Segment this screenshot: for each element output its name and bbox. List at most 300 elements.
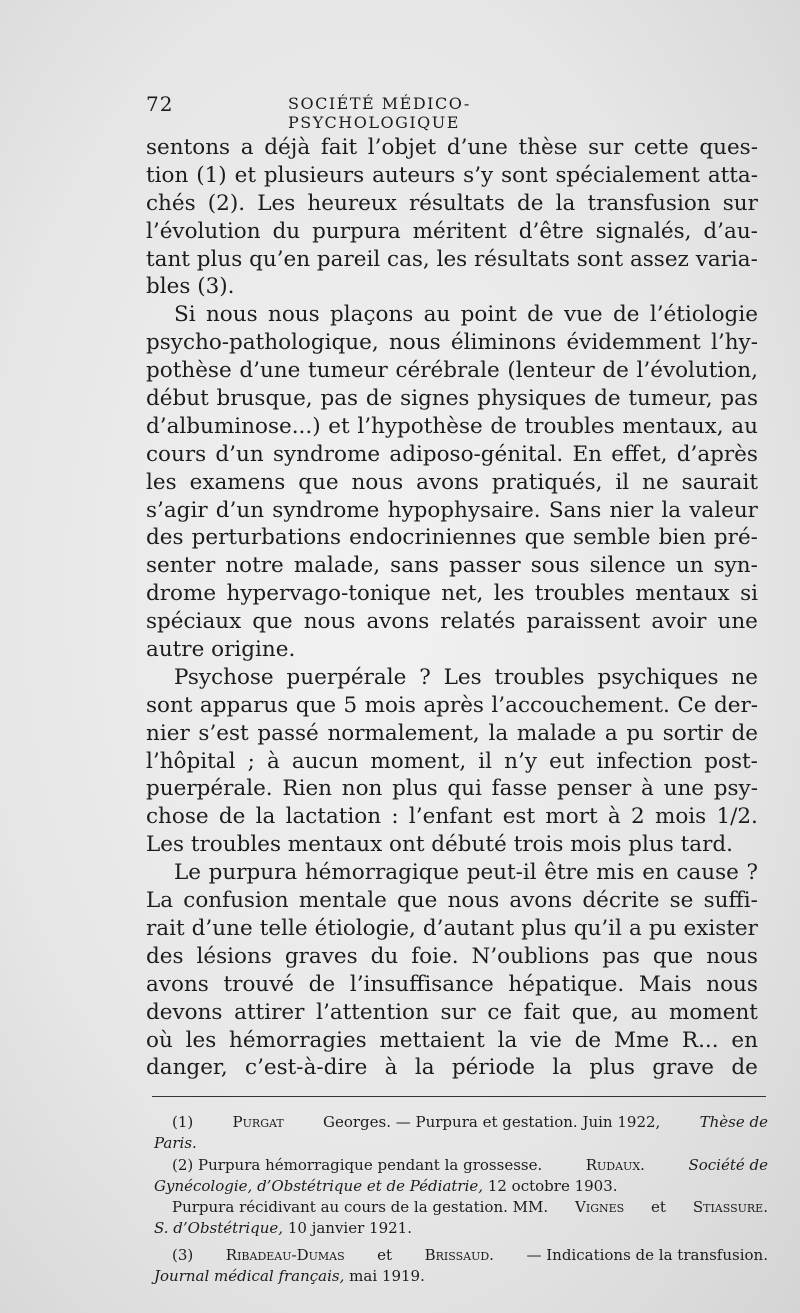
word: auteurs — [372, 162, 456, 188]
word: foie. — [411, 943, 459, 969]
word: chés — [146, 190, 196, 216]
text-line — [146, 246, 758, 274]
word: cours — [146, 441, 207, 467]
word: semble — [573, 525, 651, 551]
word: sont — [501, 162, 548, 188]
word: Si — [174, 302, 196, 328]
word: Rien — [282, 776, 333, 802]
word: lésions — [196, 943, 272, 969]
footnote-1-line-2 — [154, 1133, 768, 1154]
footnote-1-mark: (1) — [172, 1113, 194, 1131]
word: Les troubles mentaux ont débuté trois mois plus tard. — [146, 832, 733, 858]
word: plus — [589, 1055, 635, 1081]
word: chose — [146, 804, 209, 830]
word: cérébrale — [395, 358, 500, 384]
word: la — [488, 720, 509, 746]
text-line — [146, 775, 758, 803]
footnote-2-journal-b: Gynécologie, d’Obstétrique et de Pédiatrie, — [154, 1176, 484, 1195]
word: il — [478, 748, 493, 774]
word: assez — [629, 246, 689, 272]
word: l’enfant — [408, 804, 493, 830]
word: moment — [669, 999, 758, 1025]
word: mois — [654, 804, 707, 830]
word: puerpérale — [286, 664, 407, 690]
word: cette — [633, 135, 689, 160]
word: ? — [419, 664, 431, 690]
word: hypophysaire. — [387, 497, 541, 523]
text-line — [146, 692, 758, 720]
word: eut — [549, 748, 585, 774]
word: (lenteur — [507, 358, 595, 384]
word: en — [642, 860, 669, 886]
word: nier — [609, 497, 654, 523]
word: d’autant — [422, 915, 515, 941]
text-line — [146, 943, 758, 971]
word: mentaux, — [622, 413, 724, 439]
word: Sans — [548, 497, 602, 523]
footnote-2-date: 12 octobre 1903. — [487, 1176, 618, 1195]
word: psychiques — [597, 664, 719, 690]
word: du — [370, 943, 399, 969]
word: autre origine. — [146, 637, 296, 663]
word: avons — [366, 609, 430, 635]
word: à — [384, 1055, 398, 1081]
word: avons — [146, 971, 209, 997]
footnote-3-mark: (3) — [172, 1245, 194, 1264]
word: la — [661, 497, 682, 523]
text-line — [146, 1054, 758, 1082]
word: éliminons — [450, 330, 557, 356]
word: d’être — [518, 218, 584, 244]
word: bles (3). — [146, 274, 235, 300]
word: la — [414, 1055, 435, 1081]
word: nous — [706, 943, 758, 969]
word: que — [298, 469, 339, 495]
footnote-3-journal: Journal médical français, — [154, 1267, 345, 1286]
word: signalés, — [595, 218, 692, 244]
word: signes — [400, 386, 470, 412]
word: et — [328, 413, 350, 439]
word: paraissent — [526, 609, 641, 635]
word: Les — [443, 664, 482, 690]
word: attirer — [234, 999, 305, 1025]
text-line — [146, 580, 758, 608]
text-line — [146, 831, 758, 859]
text-line — [146, 608, 758, 636]
word: d’une — [239, 358, 301, 384]
word: sous — [530, 553, 580, 579]
word: l’évolution, — [636, 358, 758, 384]
word: N’oublions — [471, 943, 590, 969]
word: mettaient — [379, 1027, 485, 1053]
word: purpura — [208, 860, 298, 886]
footnote-2-line-1 — [154, 1155, 768, 1176]
word: de — [613, 302, 640, 328]
word: silence — [589, 553, 666, 579]
word: sont — [146, 692, 193, 718]
word: du — [272, 218, 301, 244]
word: mort — [545, 804, 598, 830]
text-line — [146, 859, 758, 887]
text-line — [146, 301, 758, 329]
word: se — [669, 888, 694, 914]
footnote-2b-text: Purpura récidivant au cours de la gestation. MM. — [172, 1198, 549, 1217]
word: passé — [257, 720, 319, 746]
text-line — [146, 971, 758, 999]
word: suffi- — [703, 888, 758, 914]
word: déjà — [264, 135, 311, 160]
page-header — [146, 92, 626, 132]
word: pas — [602, 943, 640, 969]
text-line — [146, 636, 758, 664]
word: au — [423, 302, 451, 328]
word: que — [252, 609, 293, 635]
word: bien — [658, 525, 706, 551]
footnote-2b-line-1 — [154, 1197, 768, 1218]
word: tion — [146, 162, 189, 188]
word: période — [451, 1055, 535, 1081]
word: s’est — [198, 720, 249, 746]
word: En — [572, 441, 602, 467]
word: nous — [706, 971, 758, 997]
word: résultats — [408, 190, 505, 216]
word: l’objet — [367, 135, 437, 160]
word: l’hypothèse — [357, 413, 483, 439]
word: que — [652, 943, 694, 969]
word: méritent — [412, 218, 507, 244]
word: Ce — [677, 692, 707, 718]
word: une — [717, 609, 758, 635]
word: sont — [576, 246, 624, 272]
word: R... — [681, 1027, 719, 1053]
word: malade, — [293, 553, 381, 579]
word: des — [146, 943, 184, 969]
word: psy- — [713, 776, 758, 802]
word: d’après — [676, 441, 758, 467]
word: 2 — [630, 804, 645, 830]
word: de — [731, 720, 758, 746]
word: de — [218, 804, 246, 830]
footnote-2b-date: 10 janvier 1921. — [287, 1219, 412, 1238]
word: net, — [441, 581, 484, 607]
word: 5 — [343, 692, 358, 718]
word: puerpérale. — [146, 776, 273, 802]
word: à — [641, 776, 654, 802]
text-line — [146, 915, 758, 943]
word: sur — [440, 999, 476, 1025]
word: perturbations — [191, 525, 342, 551]
word: aucun — [291, 748, 359, 774]
footnote-1-title: Thèse de — [699, 1113, 768, 1131]
word: de — [527, 302, 554, 328]
word: purpura — [312, 218, 401, 244]
text-line — [146, 748, 758, 776]
word: ; — [247, 748, 255, 774]
footnotes — [154, 1112, 768, 1287]
footnote-3-line-2 — [154, 1266, 768, 1287]
word: l’étiologie — [649, 302, 758, 328]
word: adiposo-génital. — [389, 441, 564, 467]
word: plus — [392, 776, 438, 802]
word: l’hôpital — [146, 748, 236, 774]
text-line — [146, 497, 758, 525]
footnote-3-date: mai 1919. — [349, 1267, 425, 1286]
word: être — [544, 860, 589, 886]
footnote-3-author-1: Ribadeau-Dumas — [225, 1245, 345, 1264]
word: à — [607, 804, 621, 830]
word: où — [146, 1027, 173, 1053]
word: peut-il — [466, 860, 537, 886]
word: post- — [704, 748, 758, 774]
word: syndrome — [272, 441, 381, 467]
word: infection — [596, 748, 693, 774]
word: pu — [626, 720, 655, 746]
word: nous — [267, 302, 320, 328]
body-text — [146, 134, 758, 1082]
word: l’évolution — [146, 218, 261, 244]
word: pas — [720, 386, 758, 412]
word: pré- — [713, 525, 758, 551]
word: les — [146, 469, 177, 495]
text-line — [146, 134, 758, 162]
word: hémorragies — [229, 1027, 367, 1053]
word: thèse — [518, 135, 578, 160]
word: vue — [563, 302, 603, 328]
word: la — [255, 804, 276, 830]
word: de — [574, 1027, 602, 1053]
footnote-3-author-2: Brissaud. — [424, 1245, 494, 1264]
text-line — [146, 664, 758, 692]
word: spécialement — [555, 162, 700, 188]
word: notre — [225, 553, 284, 579]
word: au — [731, 413, 758, 439]
word: examens — [189, 469, 286, 495]
word: trouvé — [223, 971, 295, 997]
word: sentons — [146, 135, 231, 160]
word: La — [146, 888, 174, 914]
word: qu’il — [573, 915, 622, 941]
word: endocriniennes — [349, 525, 517, 551]
text-line — [146, 218, 758, 246]
word: n’y — [504, 748, 537, 774]
text-line — [146, 999, 758, 1027]
word: nous — [351, 469, 404, 495]
word: troubles — [534, 581, 625, 607]
word: tumeur — [308, 358, 388, 384]
word: mentale — [298, 888, 387, 914]
word: l’attention — [316, 999, 429, 1025]
text-line — [146, 385, 758, 413]
word: fait — [523, 999, 561, 1025]
word: ? — [746, 860, 758, 886]
word: point — [460, 302, 517, 328]
word: malade — [516, 720, 597, 746]
text-line — [146, 469, 758, 497]
word: brusque, — [216, 386, 313, 412]
word: plaçons — [329, 302, 414, 328]
word: les — [185, 1027, 217, 1053]
word: de — [490, 413, 517, 439]
word: des — [146, 525, 184, 551]
footnote-2b-journal: S. d’Obstétrique, — [154, 1219, 284, 1238]
word: penser — [556, 776, 632, 802]
word: ne — [731, 664, 758, 690]
footnote-rule — [152, 1096, 766, 1097]
word: décrite — [582, 888, 660, 914]
word: c’est-à-dire — [245, 1055, 368, 1081]
word: moment, — [370, 748, 467, 774]
word: de — [308, 971, 336, 997]
word: troubles — [494, 664, 585, 690]
word: Les — [257, 190, 296, 216]
word: : — [391, 804, 399, 830]
word: l’insuffisance — [349, 971, 494, 997]
word: sur — [588, 135, 624, 160]
word: résultats — [474, 246, 570, 272]
word: ne — [642, 469, 669, 495]
word: troubles — [524, 413, 615, 439]
word: hypervago-tonique — [226, 581, 431, 607]
word: plusieurs — [263, 162, 365, 188]
word: nier — [146, 720, 190, 746]
word: nous — [205, 302, 258, 328]
text-line — [146, 413, 758, 441]
word: évidemment — [566, 330, 701, 356]
word: l’hy- — [711, 330, 758, 356]
footnote-2b-and: et — [651, 1198, 666, 1217]
word: syndrome — [272, 497, 380, 523]
word: au — [630, 999, 658, 1025]
word: hépatique. — [508, 971, 625, 997]
word: senter — [146, 553, 216, 579]
word: psycho-pathologique, — [146, 330, 379, 356]
word: drome — [146, 581, 217, 607]
word: l’accouchement. — [491, 692, 670, 718]
word: Mais — [638, 971, 692, 997]
word: qu’en — [249, 246, 311, 272]
page-number: 72 — [146, 92, 174, 116]
word: vie — [530, 1027, 562, 1053]
text-line — [146, 329, 758, 357]
footnote-2-line-2 — [154, 1176, 768, 1197]
word: grave — [652, 1055, 715, 1081]
word: s’agir — [146, 497, 208, 523]
word: valeur — [689, 497, 758, 523]
word: plus — [521, 915, 567, 941]
text-line — [146, 720, 758, 748]
word: 1/2. — [716, 804, 758, 830]
word: rait — [146, 915, 185, 941]
word: tant — [146, 246, 190, 272]
word: après — [423, 692, 484, 718]
word: si — [740, 581, 758, 607]
text-line — [146, 190, 758, 218]
footnote-2b-line-2 — [154, 1218, 768, 1239]
word: transfusion — [587, 190, 711, 216]
word: et — [234, 162, 256, 188]
word: nous — [303, 609, 356, 635]
word: que, — [571, 999, 619, 1025]
word: sur — [722, 190, 758, 216]
text-line — [146, 273, 758, 301]
word: d’une — [446, 135, 508, 160]
text-line — [146, 887, 758, 915]
word: mentaux — [635, 581, 730, 607]
footnote-2-text: (2) Purpura hémorragique pendant la grossesse. — [172, 1155, 543, 1174]
word: nous — [388, 330, 441, 356]
word: (1) — [196, 162, 227, 188]
word: danger, — [146, 1055, 228, 1081]
word: lactation — [285, 804, 382, 830]
word: les — [436, 246, 468, 272]
word: a — [240, 135, 254, 160]
word: syn- — [713, 553, 758, 579]
word: non — [341, 776, 383, 802]
word: que — [524, 525, 565, 551]
word: cas, — [387, 246, 430, 272]
footnote-3-and: et — [377, 1245, 393, 1264]
word: mis — [596, 860, 635, 886]
word: pratiqués, — [491, 469, 603, 495]
word: hémorragique — [304, 860, 460, 886]
footnote-1-author: Purgat — [232, 1113, 284, 1131]
word: avons — [509, 888, 573, 914]
word: de — [602, 358, 629, 384]
word: sans — [390, 553, 439, 579]
word: de — [365, 386, 393, 412]
word: à — [266, 748, 280, 774]
word: mois — [364, 692, 416, 718]
footnote-1-place: Paris. — [154, 1134, 197, 1153]
word: atta- — [707, 162, 758, 188]
word: d’albuminose...) — [146, 413, 321, 439]
word: nous — [447, 888, 500, 914]
word: que — [295, 692, 337, 718]
word: ques- — [699, 135, 758, 160]
word: de — [594, 386, 621, 412]
word: la — [555, 190, 576, 216]
word: graves — [284, 943, 358, 969]
word: plus — [196, 246, 243, 272]
word: tumeur, — [628, 386, 713, 412]
word: de — [731, 1055, 758, 1081]
word: exister — [683, 915, 758, 941]
word: Mme — [613, 1027, 670, 1053]
word: apparus — [199, 692, 289, 718]
word: que — [397, 888, 438, 914]
word: d’un — [215, 497, 265, 523]
word: a — [628, 915, 642, 941]
word: d’une — [191, 915, 253, 941]
word: fasse — [491, 776, 548, 802]
word: les — [493, 581, 525, 607]
word: une — [663, 776, 705, 802]
word: cause — [676, 860, 739, 886]
word: la — [497, 1027, 518, 1053]
word: relatés — [440, 609, 516, 635]
text-line — [146, 162, 758, 190]
word: avons — [416, 469, 479, 495]
word: avoir — [651, 609, 707, 635]
word: der- — [713, 692, 758, 718]
word: fait — [320, 135, 358, 160]
word: qui — [447, 776, 482, 802]
word: Le — [174, 860, 202, 886]
word: il — [615, 469, 630, 495]
word: étiologie, — [314, 915, 416, 941]
word: physiques — [477, 386, 587, 412]
word: d’un — [215, 441, 264, 467]
